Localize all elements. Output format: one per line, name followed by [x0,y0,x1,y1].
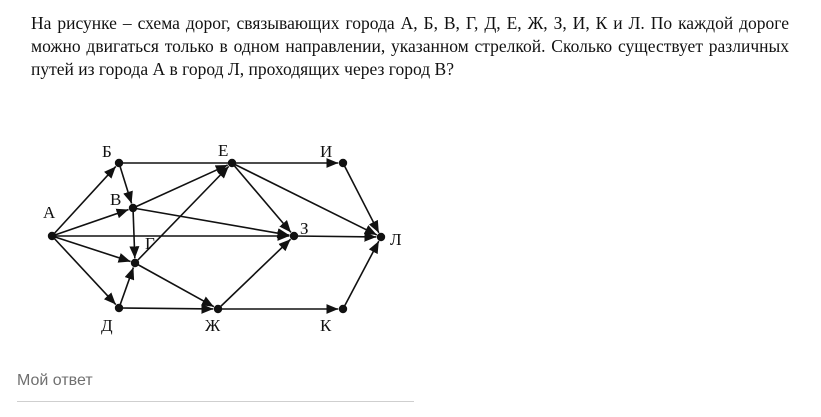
node-D [115,304,123,312]
problem-text: На рисунке – схема дорог, связывающих города А, Б, В, Г, Д, Е, Ж, З, И, К и Л. По каждой дороге можно двигаться только в одном направлении, указанном стрелкой. Сколько существует различных путей из города А в город Л, проходящих через город В? [31,13,789,79]
node-V [129,204,137,212]
node-label-Z: З [300,219,309,238]
node-label-Zh: Ж [205,316,221,335]
answer-input-underline[interactable] [17,401,414,402]
edge-Zh-Z [218,239,291,309]
node-L [377,233,385,241]
answer-label: Мой ответ [17,372,93,389]
edge-V-E [133,165,228,208]
node-label-K: К [320,316,332,335]
edge-K-L [343,241,379,309]
node-E [228,159,236,167]
edge-G-Zh [135,263,214,307]
node-label-I: И [320,142,333,161]
node-Zh [214,305,222,313]
edge-V-Z [133,208,289,235]
node-A [48,232,56,240]
node-label-E: Е [218,141,229,160]
edge-V-G [133,208,135,258]
edge-E-Z [232,163,291,232]
node-K [339,305,347,313]
node-label-G: Г [145,234,155,253]
node-label-D: Д [101,316,113,335]
node-Z [290,232,298,240]
edge-D-Zh [119,308,213,309]
node-label-L: Л [390,230,402,249]
node-label-B: Б [102,142,112,161]
node-G [131,259,139,267]
edge-I-L [343,163,379,233]
node-I [339,159,347,167]
node-label-V: В [110,190,122,209]
node-B [115,159,123,167]
node-label-A: А [43,203,56,222]
edge-D-G [119,267,133,308]
